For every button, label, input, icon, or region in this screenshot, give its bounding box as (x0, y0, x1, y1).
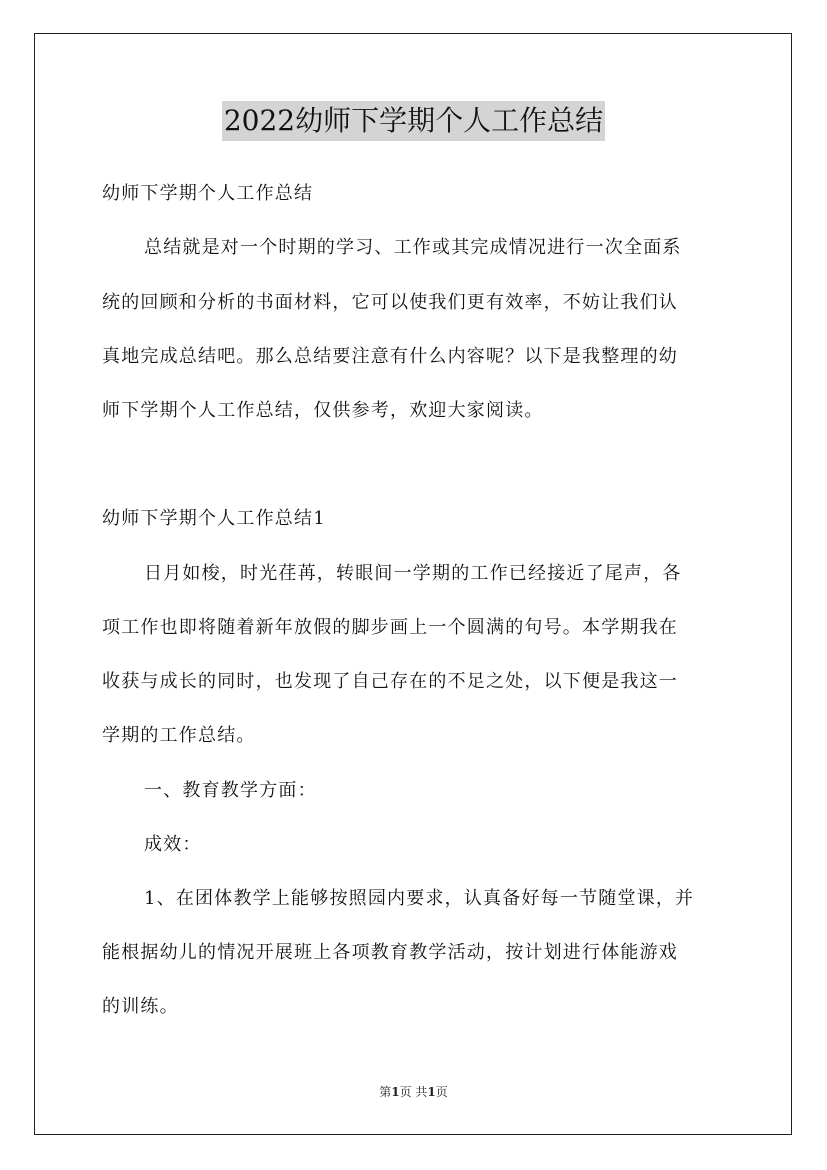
footer-prefix: 第 (379, 1085, 392, 1099)
sub-heading: 一、教育教学方面： (144, 780, 317, 801)
paragraph-line: 日月如梭，时光荏苒，转眼间一学期的工作已经接近了尾声，各 (144, 563, 682, 584)
page-footer (0, 1084, 827, 1100)
paragraph-line: 总结就是对一个时期的学习、工作或其完成情况进行一次全面系 (144, 237, 682, 258)
footer-total-pages: 1 (427, 1085, 436, 1099)
section-heading: 幼师下学期个人工作总结1 (102, 508, 326, 529)
footer-page-number: 1 (391, 1085, 400, 1099)
paragraph-line: 收获与成长的同时，也发现了自己存在的不足之处，以下便是我这一 (102, 671, 678, 692)
paragraph-line: 能根据幼儿的情况开展班上各项教育教学活动，按计划进行体能游戏 (102, 942, 678, 963)
paragraph-line: 统的回顾和分析的书面材料，它可以使我们更有效率，不妨让我们认 (102, 292, 678, 313)
paragraph-line: 项工作也即将随着新年放假的脚步画上一个圆满的句号。本学期我在 (102, 617, 678, 638)
paragraph-line: 的训练。 (102, 996, 179, 1017)
title-container (0, 101, 827, 141)
paragraph-line: 师下学期个人工作总结，仅供参考，欢迎大家阅读。 (102, 400, 544, 421)
sub-heading: 成效： (144, 834, 202, 855)
footer-suffix: 页 (435, 1085, 448, 1099)
paragraph-line: 真地完成总结吧。那么总结要注意有什么内容呢？以下是我整理的幼 (102, 346, 678, 367)
paragraph-line: 学期的工作总结。 (102, 725, 256, 746)
document-title: 2022幼师下学期个人工作总结 (222, 101, 605, 141)
paragraph-line: 1、在团体教学上能够按照园内要求，认真备好每一节随堂课，并 (144, 888, 695, 909)
footer-middle: 页 共 (399, 1085, 428, 1099)
subtitle-line: 幼师下学期个人工作总结 (102, 183, 314, 204)
